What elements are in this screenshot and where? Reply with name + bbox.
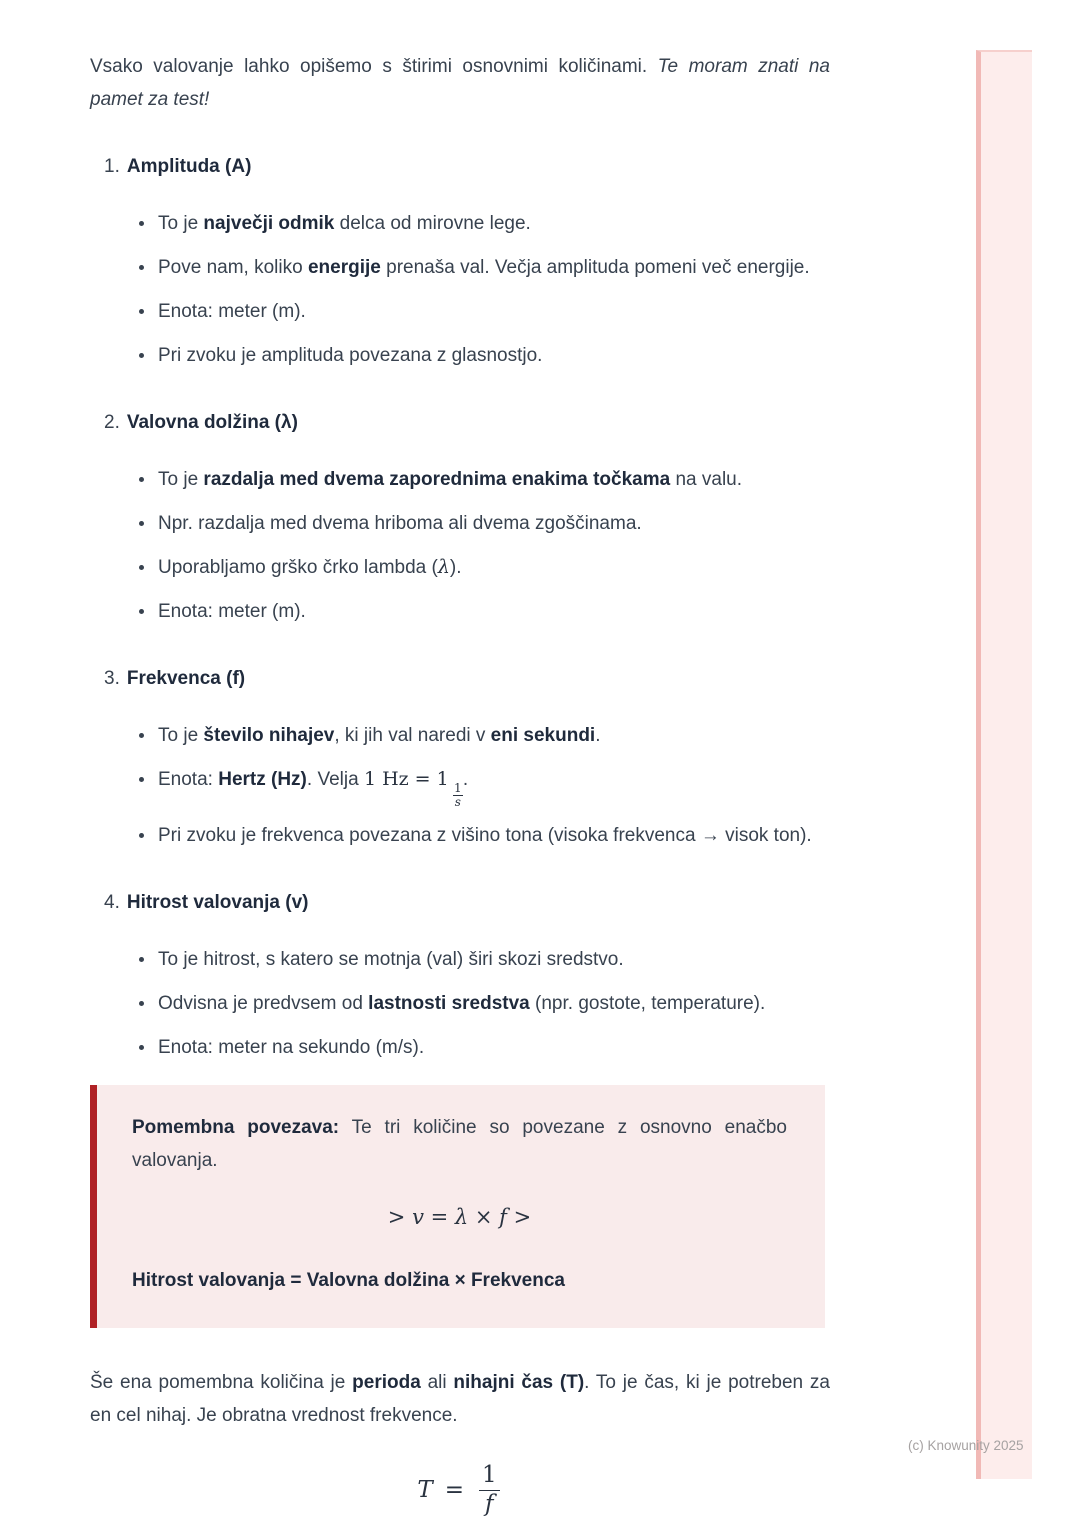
- intro-italic-note: Te moram znati na pamet za test!: [90, 56, 830, 110]
- section-amplituda: [90, 154, 830, 372]
- bullet-item: Odvisna je predvsem od lastnosti sredstva (npr. gostote, temperature).: [90, 987, 830, 1020]
- bullet-item: Uporabljamo grško črko lambda (λ).: [90, 551, 830, 584]
- section-title: Hitrost valovanja (v): [126, 892, 309, 914]
- outro-paragraph: Še ena pomembna količina je perioda ali nihajni čas (T). To je čas, ki je potreben za en cel nihaj. Je obratna vrednost frekvence.: [90, 1372, 830, 1427]
- bullet-item: Pri zvoku je amplituda povezana z glasnostjo.: [90, 339, 830, 372]
- bullet-list: [90, 463, 830, 628]
- bullet-item: Npr. razdalja med dvema hriboma ali dvema zgoščinama.: [90, 507, 830, 540]
- bullet-item: To je razdalja med dvema zaporednima enakima točkama na valu.: [90, 463, 830, 496]
- callout-lead: Pomembna povezava:: [132, 1117, 340, 1139]
- equals-sign: =: [444, 1476, 464, 1503]
- bullet-list: [90, 719, 830, 852]
- section-hitrost-valovanja: [90, 890, 830, 1064]
- section-heading-1: [90, 154, 830, 180]
- section-title: Amplituda (A): [126, 156, 252, 177]
- intro-paragraph: [90, 50, 830, 116]
- bullet-item: Enota: meter (m).: [90, 595, 830, 628]
- period-formula: [90, 1462, 830, 1518]
- bullet-list: [90, 943, 830, 1064]
- bullet-item: Pove nam, koliko energije prenaša val. Večja amplituda pomeni več energije.: [90, 251, 830, 284]
- bullet-list: [90, 207, 830, 372]
- section-heading-4: [90, 890, 830, 916]
- section-number: 3.: [104, 668, 120, 689]
- section-title: Valovna dolžina (λ): [126, 412, 298, 433]
- section-frekvenca: [90, 666, 830, 852]
- wave-equation-formula: > v = λ × f >: [387, 1205, 532, 1230]
- document-content: [90, 50, 830, 1518]
- watermark-text: (c) Knowunity 2025: [908, 1438, 1024, 1453]
- section-heading-2: [90, 410, 830, 436]
- section-valovna-dolzina: [90, 410, 830, 628]
- page-edge-decoration: [976, 50, 1032, 1479]
- period-symbol: T: [417, 1476, 433, 1503]
- lambda-symbol: λ: [437, 556, 450, 578]
- bullet-item: To je največji odmik delca od mirovne lege.: [90, 207, 830, 240]
- bullet-item: To je število nihajev, ki jih val naredi v eni sekundi.: [90, 719, 830, 752]
- bullet-item: Enota: meter (m).: [90, 295, 830, 328]
- important-callout-box: [90, 1085, 825, 1328]
- intro-text: Vsako valovanje lahko opišemo s štirimi osnovnimi količinami.: [90, 56, 658, 77]
- section-title: Frekvenca (f): [126, 668, 246, 689]
- bullet-item: Pri zvoku je frekvenca povezana z višino tona (visoka frekvenca → visok ton).: [90, 819, 830, 852]
- callout-paragraph: Pomembna povezava: Te tri količine so povezane z osnovno enačbo valovanja.: [132, 1117, 787, 1172]
- one-over-f-fraction: $\frac{1}{f}$: [476, 1462, 503, 1518]
- equation-caption: Hitrost valovanja = Valovna dolžina × Frekvenca: [132, 1270, 565, 1292]
- one-over-s-fraction: $\frac{1}{s}$: [454, 781, 462, 809]
- section-number: 1.: [104, 156, 120, 177]
- section-number: 2.: [104, 412, 120, 433]
- bullet-item: Enota: Hertz (Hz). Velja 1 Hz = 1 $\frac{1}{s}$ .: [90, 763, 830, 808]
- bullet-item: Enota: meter na sekundo (m/s).: [90, 1031, 830, 1064]
- bullet-item: To je hitrost, s katero se motnja (val) širi skozi sredstvo.: [90, 943, 830, 976]
- hz-equation: 1 Hz = 1: [363, 768, 449, 790]
- section-heading-3: [90, 666, 830, 692]
- section-number: 4.: [104, 892, 120, 914]
